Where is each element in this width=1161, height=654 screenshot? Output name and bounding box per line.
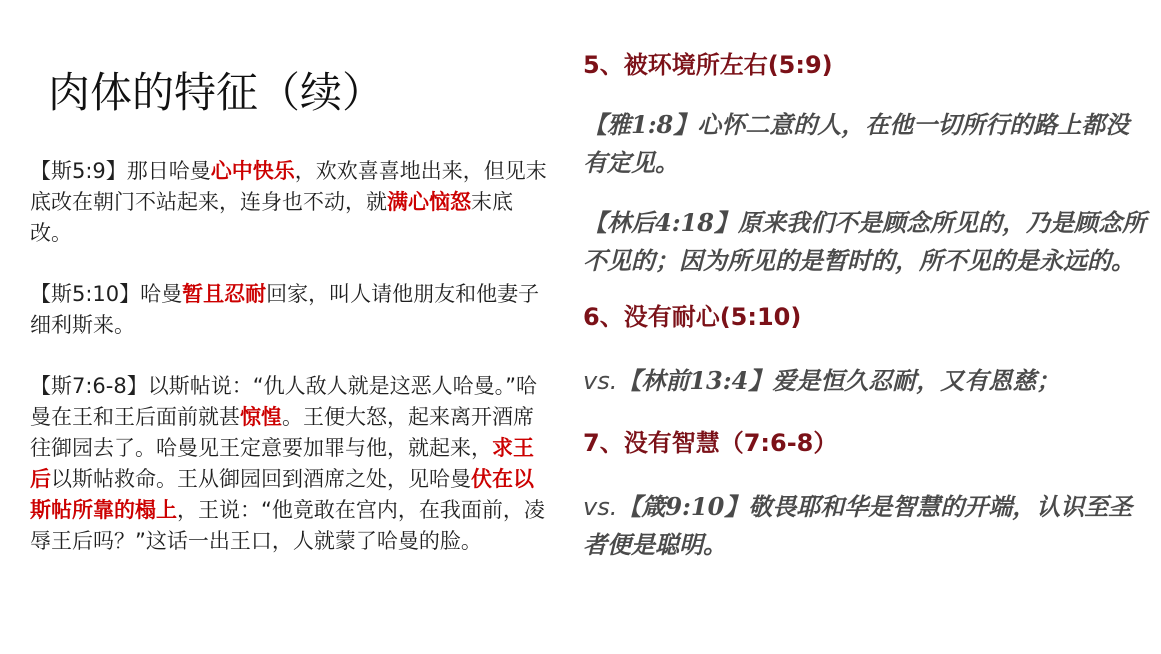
passage-text: 。王便大怒，起来离开酒席往御园去了。哈曼见王定意要加罪与他，就起来，: [30, 405, 534, 460]
highlight-phrase: 求王后: [30, 436, 534, 491]
passage-text: 末底改。: [30, 190, 513, 245]
slide-title: 肉体的特征（续）: [48, 68, 385, 117]
verse-ref: 【斯5:10】: [30, 282, 141, 306]
verse-ref: 【斯5:9】: [30, 159, 127, 183]
quote-james-1-8: 【雅1:8】心怀二意的人，在他一切所行的路上都没有定见。: [583, 110, 1130, 177]
point-7-heading: 7、没有智慧（7:6-8）: [583, 429, 838, 457]
quote-text: 【箴9:10】敬畏耶和华是智慧的开端，认识至圣者便是聪明。: [583, 492, 1133, 559]
point-6-heading: 6、没有耐心(5:10): [583, 303, 802, 331]
verse-ref: 【斯7:6-8】: [30, 374, 148, 398]
passage-text: 以斯帖说：“仇人敌人就是这恶人哈曼。”哈曼在王和王后面前就甚: [30, 374, 538, 429]
passage-esther-5-9: [30, 156, 550, 249]
highlight-phrase: 心中快乐: [210, 159, 295, 183]
passage-esther-7-6-8: [30, 371, 550, 557]
passage-text: 回家，叫人请他朋友和他妻子细利斯来。: [30, 282, 540, 337]
passage-text: 哈曼: [140, 282, 183, 306]
versus-label: vs.: [583, 367, 618, 395]
passage-esther-5-10: [30, 279, 550, 341]
quote-2cor-4-18: 【林后4:18】原来我们不是顾念所见的，乃是顾念所不见的；因为所见的是暂时的，所不见的是永远的。: [583, 208, 1146, 275]
passage-text: 那日哈曼: [126, 159, 211, 183]
scripture-passages: [30, 156, 550, 587]
passage-text: ，王说：“他竟敢在宫内，在我面前，凌辱王后吗？”这话一出王口，人就蒙了哈曼的脸。: [30, 498, 545, 553]
versus-label: vs.: [583, 493, 618, 521]
highlight-phrase: 满心恼怒: [387, 190, 471, 214]
highlight-phrase: 伏在以斯帖所靠的榻上: [30, 467, 534, 522]
characteristics-list: [583, 46, 1149, 564]
highlight-phrase: 暂且忍耐: [182, 282, 267, 306]
point-5-heading: 5、被环境所左右(5:9): [583, 51, 833, 79]
passage-text: 以斯帖救命。王从御园回到酒席之处，见哈曼: [51, 467, 471, 491]
quote-text: 【林前13:4】爱是恒久忍耐，又有恩慈；: [617, 366, 1061, 395]
quote-proverbs-9-10: [583, 488, 1149, 564]
quote-1cor-13-4: [583, 362, 1149, 400]
highlight-phrase: 惊惶: [240, 405, 282, 429]
passage-text: ，欢欢喜喜地出来，但见末底改在朝门不站起来，连身也不动，就: [30, 159, 547, 214]
